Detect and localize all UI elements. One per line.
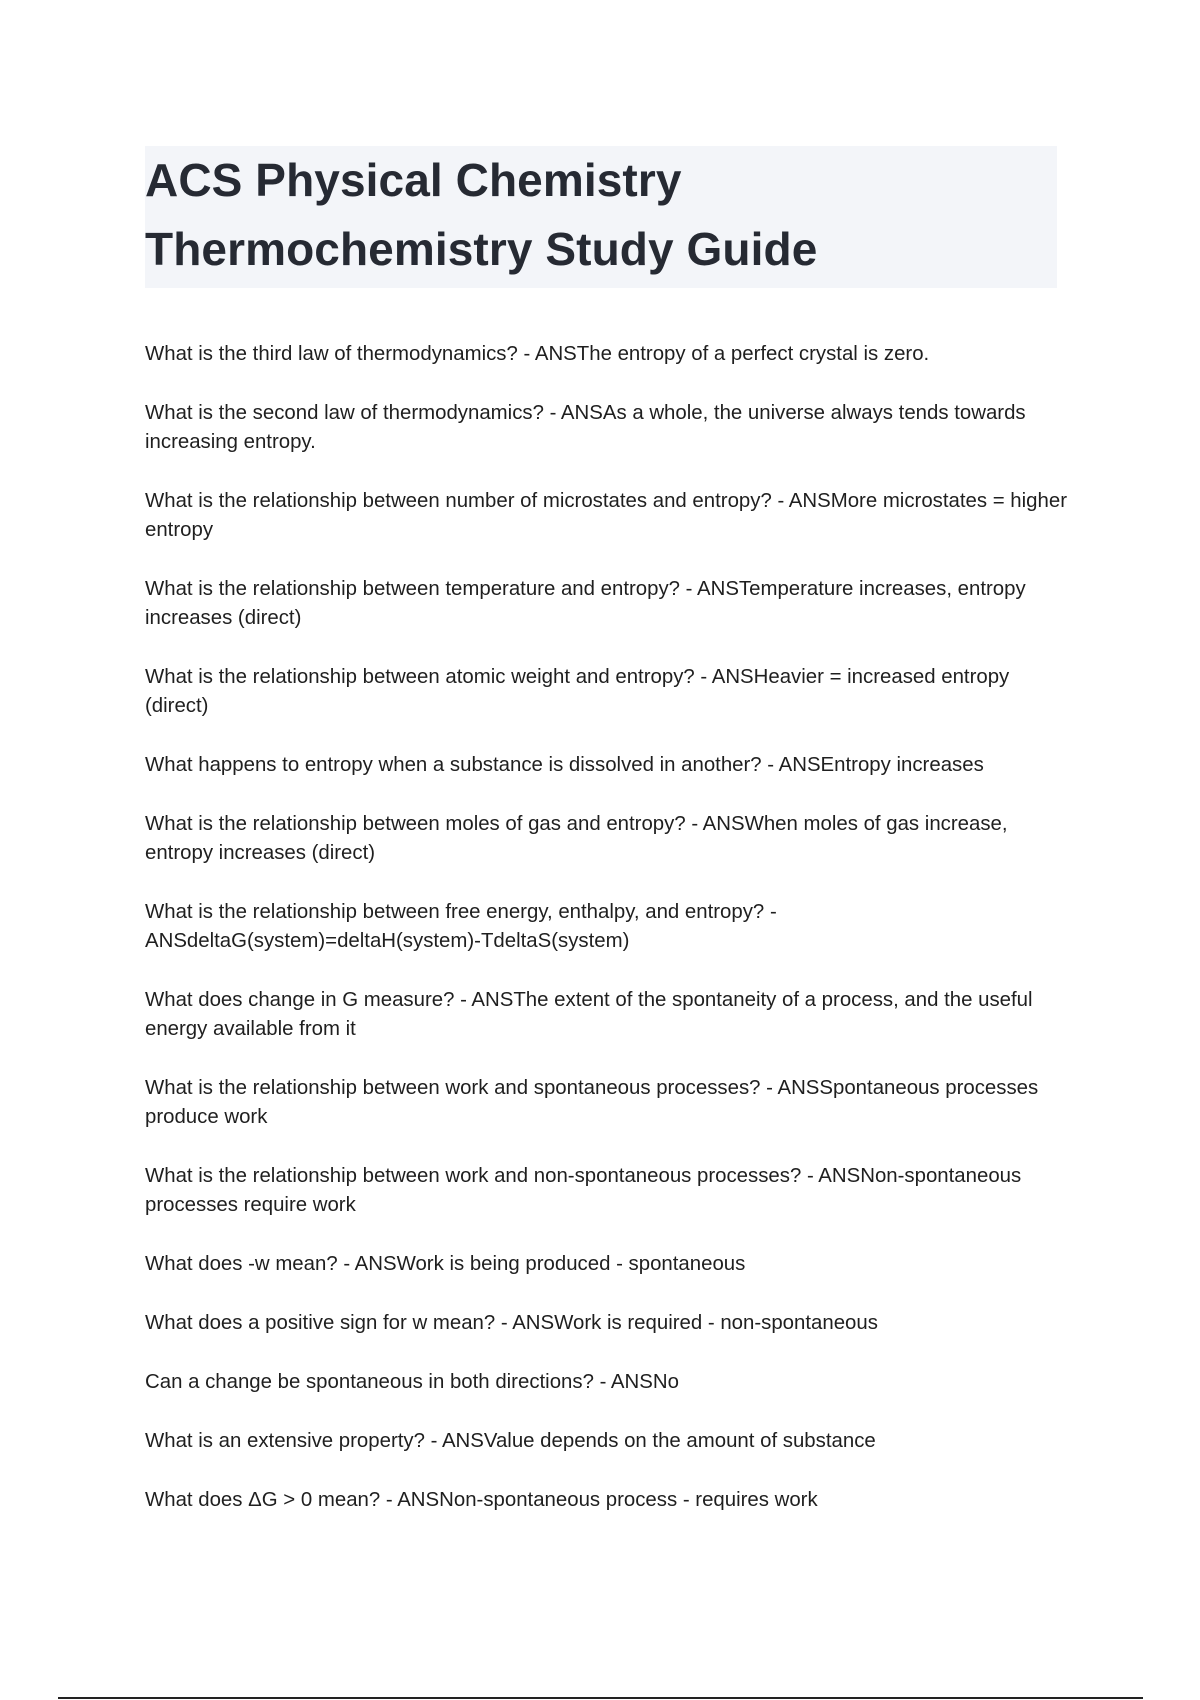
qa-item: What is the third law of thermodynamics? - ANSThe entropy of a perfect crystal is zero. xyxy=(145,343,930,365)
title-line-1: ACS Physical Chemistry xyxy=(145,154,682,206)
qa-item: What does ΔG > 0 mean? - ANSNon-spontaneous process - requires work xyxy=(145,1489,818,1511)
qa-item: What happens to entropy when a substance is dissolved in another? - ANSEntropy increases xyxy=(145,754,984,776)
qa-item: What does a positive sign for w mean? - ANSWork is required - non-spontaneous xyxy=(145,1312,878,1334)
qa-item: What is the relationship between free energy, enthalpy, and entropy? - ANSdeltaG(system)=deltaH(system)-TdeltaS(system) xyxy=(145,901,777,952)
qa-item: What is an extensive property? - ANSValue depends on the amount of substance xyxy=(145,1430,876,1452)
footer-divider xyxy=(58,1697,1143,1699)
qa-item: What is the relationship between work and non-spontaneous processes? - ANSNon-spontaneous processes require work xyxy=(145,1165,1022,1216)
title-line-2: Thermochemistry Study Guide xyxy=(145,223,818,275)
title-block xyxy=(145,146,1057,288)
qa-item: What is the relationship between moles of gas and entropy? - ANSWhen moles of gas increase, entropy increases (direct) xyxy=(145,813,1008,864)
qa-item: What is the relationship between atomic weight and entropy? - ANSHeavier = increased entropy (direct) xyxy=(145,666,1010,717)
qa-item: What is the relationship between number of microstates and entropy? - ANSMore microstates = higher entropy xyxy=(145,490,1067,541)
qa-item: Can a change be spontaneous in both directions? - ANSNo xyxy=(145,1371,679,1393)
qa-item: What is the second law of thermodynamics? - ANSAs a whole, the universe always tends towards increasing entropy. xyxy=(145,402,1026,453)
qa-item: What is the relationship between temperature and entropy? - ANSTemperature increases, entropy increases (direct) xyxy=(145,578,1026,629)
qa-item: What does -w mean? - ANSWork is being produced - spontaneous xyxy=(145,1253,746,1275)
qa-list xyxy=(145,340,1070,1545)
qa-item: What does change in G measure? - ANSThe extent of the spontaneity of a process, and the useful energy available from it xyxy=(145,989,1033,1040)
document-title xyxy=(145,146,1057,284)
qa-item: What is the relationship between work and spontaneous processes? - ANSSpontaneous processes produce work xyxy=(145,1077,1039,1128)
